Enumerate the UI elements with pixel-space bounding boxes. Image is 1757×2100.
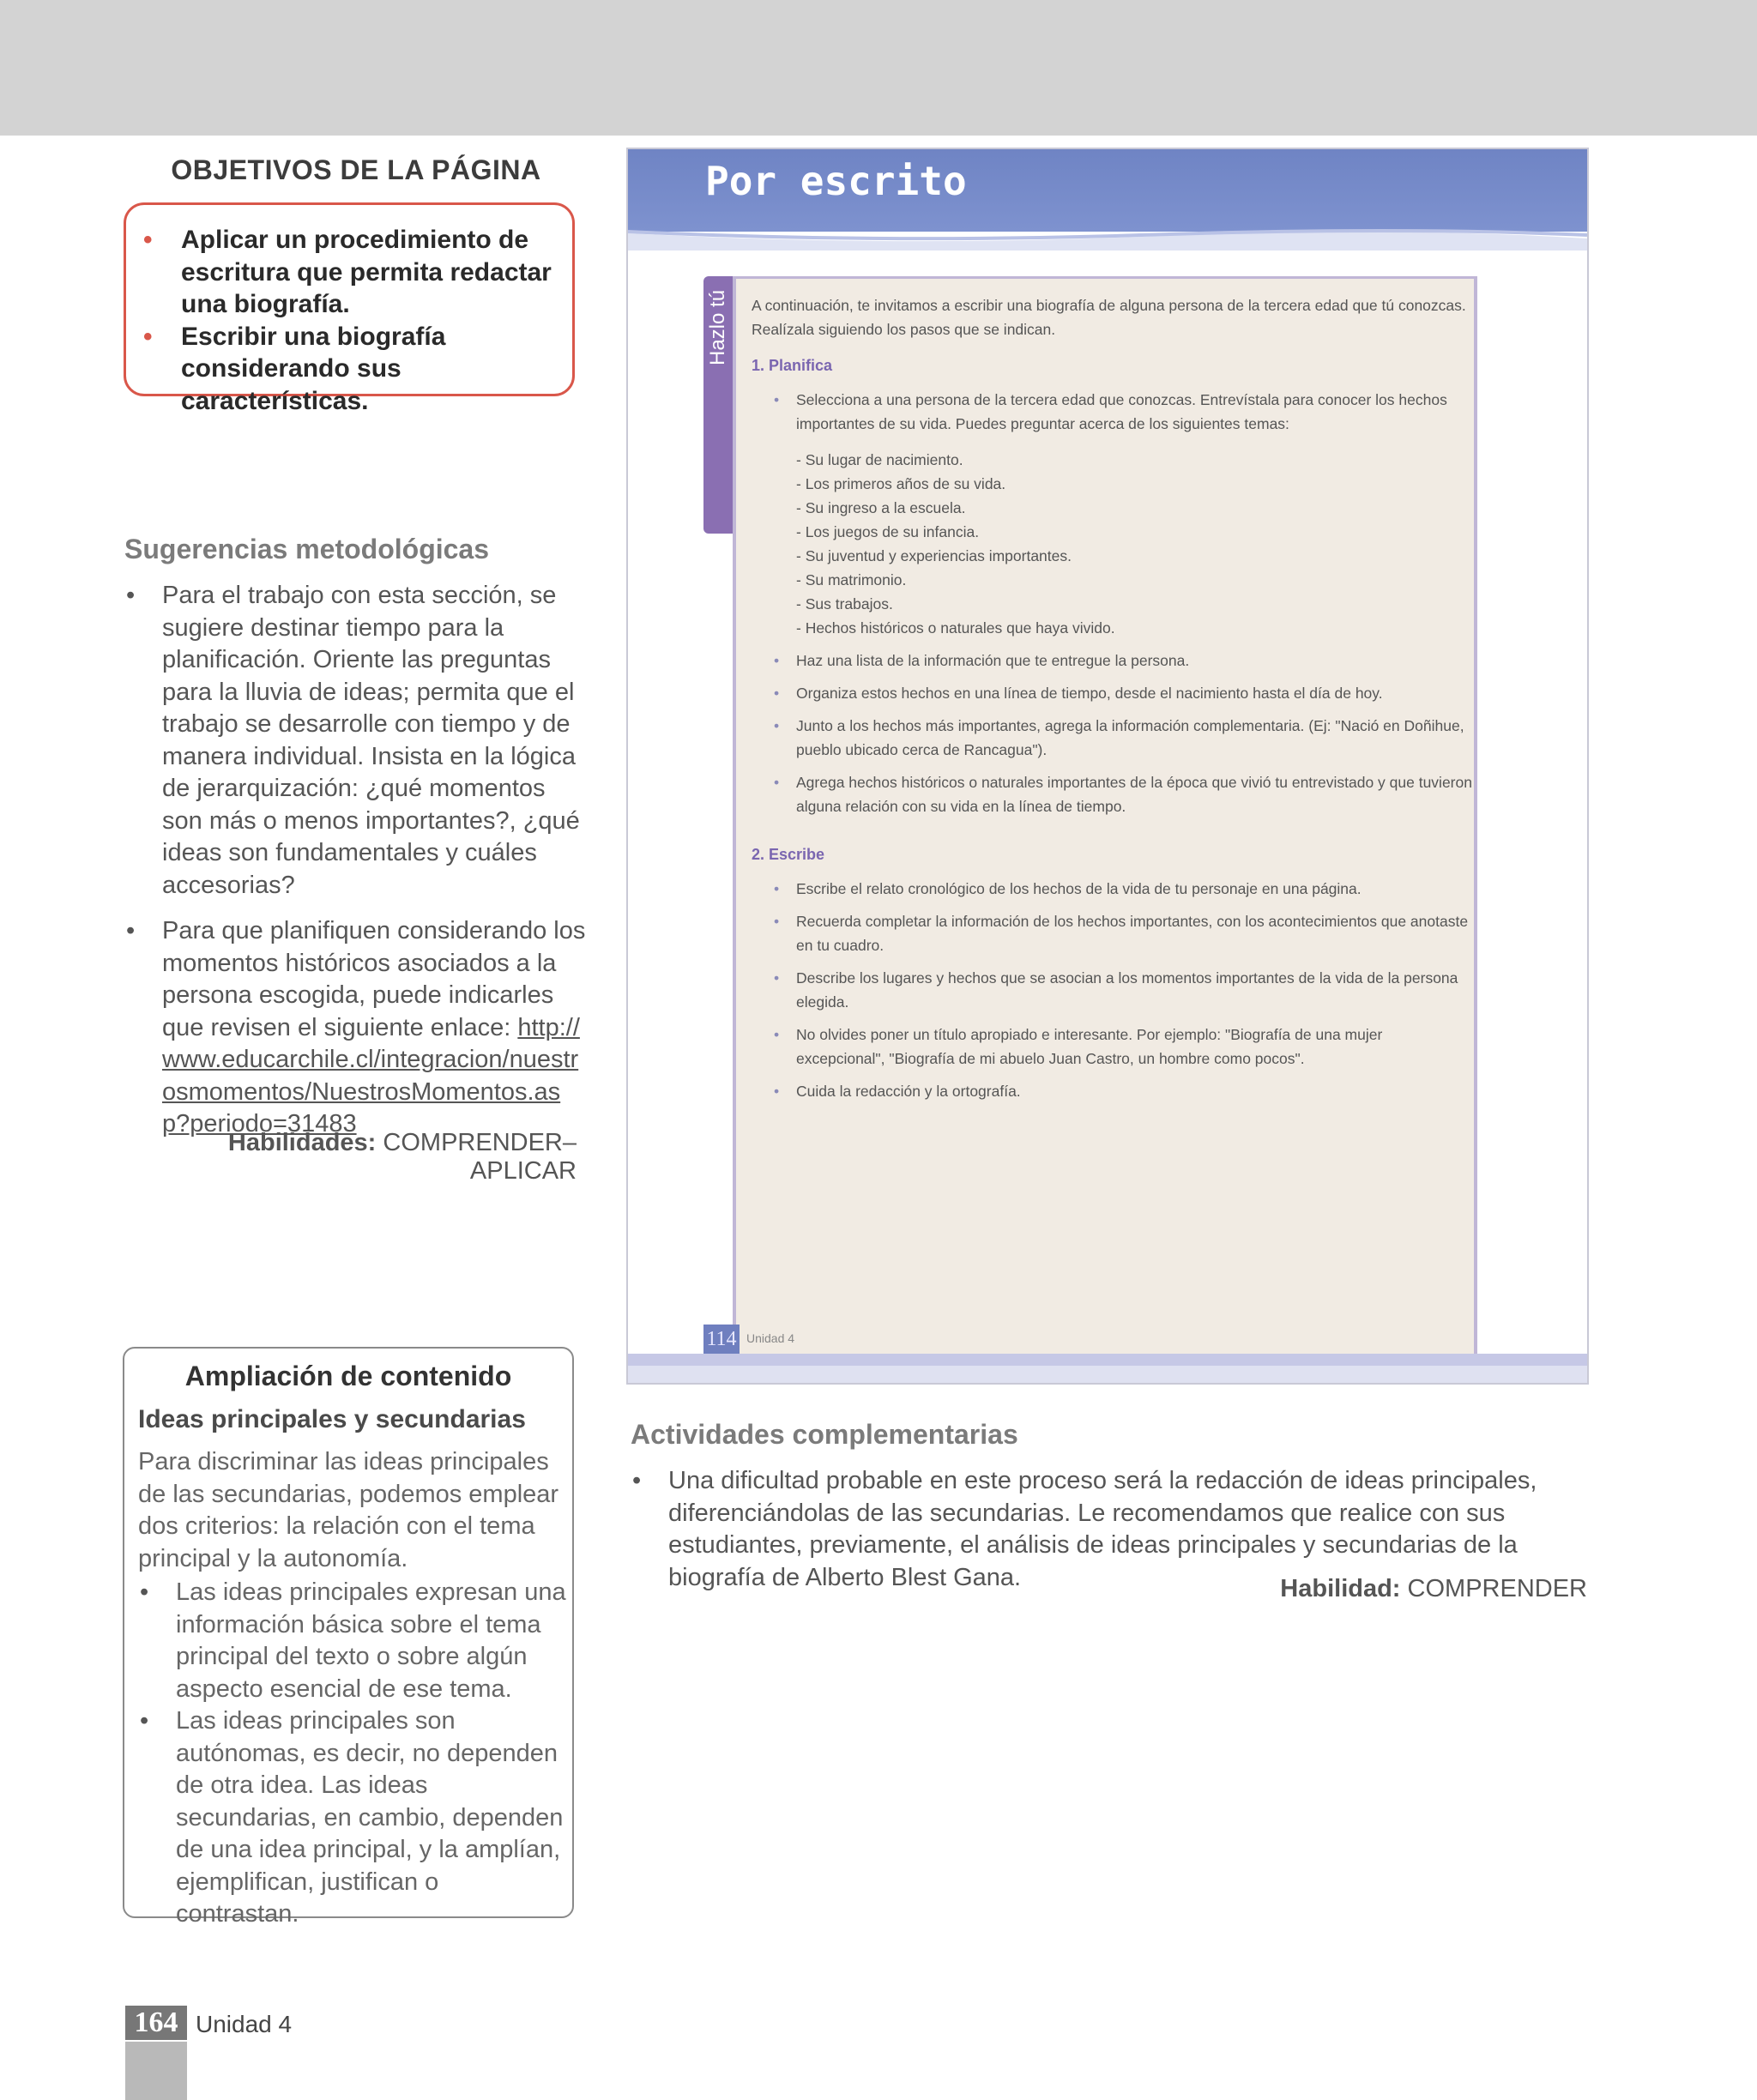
ampliacion-item (138, 1577, 567, 1705)
embedded-intro: A continuación, te invitamos a escribir una biografía de alguna persona de la tercera edad que tú conozcas. Realízala siguiendo los pasos que se indican. (752, 297, 1466, 338)
suggestion-text: Para el trabajo con esta sección, se sugiere destinar tiempo para la planificación. Oriente las preguntas para la lluvia de ideas; permita que el trabajo se desarrolle con tiempo y de manera individual. Insista en la lógica de jerarquización: ¿qué momentos son más o menos importantes?, ¿qué ideas son fundamentales y cuáles accesorias? (162, 582, 580, 899)
suggestions-list (124, 580, 588, 1155)
page-number-strip (125, 2042, 187, 2100)
ampliacion-subtitle: Ideas principales y secundarias (138, 1405, 526, 1433)
ampliacion-item (138, 1705, 567, 1931)
step-2-text: Recuerda completar la información de los hechos importantes, con los acontecimientos que anotaste en tu cuadro. (796, 913, 1469, 954)
header-wave-decoration (628, 228, 1587, 250)
bullet-icon: • (774, 913, 780, 930)
step-2-item (752, 966, 1472, 1014)
topic-item: - Su matrimonio. (796, 571, 907, 588)
bullet-icon: • (774, 685, 780, 702)
embedded-footer-bar (628, 1354, 1587, 1366)
step-2-item (752, 877, 1472, 901)
step-1-item (752, 649, 1472, 673)
topics-list (796, 448, 1472, 640)
embedded-footer-bar-light (628, 1366, 1587, 1383)
bullet-icon: • (774, 880, 780, 897)
skill-value: COMPRENDER (1407, 1575, 1587, 1602)
embedded-page-number: 114 (703, 1325, 740, 1354)
hazlo-tu-label: Hazlo tú (706, 289, 729, 366)
objective-text: Aplicar un procedimiento de escritura que permita redactar una biografía. (181, 226, 552, 318)
topic-item: - Hechos históricos o naturales que haya vivido. (796, 619, 1115, 637)
step-1-item (752, 388, 1472, 640)
ampliacion-text: Las ideas principales son autónomas, es decir, no dependen de otra idea. Las ideas secundarias, en cambio, dependen de una idea principal, y la amplían, ejemplifican, justifican o contrastan. (176, 1707, 564, 1928)
objective-item (143, 321, 555, 418)
topic-item: - Su lugar de nacimiento. (796, 451, 963, 468)
step-1-item (752, 681, 1472, 705)
topic-item: - Sus trabajos. (796, 595, 893, 612)
objectives-title: OBJETIVOS DE LA PÁGINA (171, 154, 541, 185)
ampliacion-text: Las ideas principales expresan una información básica sobre el tema principal del texto o sobre algún aspecto esencial de ese tema. (176, 1578, 566, 1703)
top-margin-bar (0, 0, 1757, 136)
skills-label: Habilidades: (227, 1129, 377, 1156)
ampliacion-title: Ampliación de contenido (184, 1361, 512, 1391)
objectives-box (124, 202, 575, 415)
educarchile-link[interactable]: http://www.educarchile.cl/integracion/nuestrosmomentos/NuestrosMomentos.asp?periodo=31483 (162, 1013, 580, 1138)
bullet-icon: • (774, 969, 780, 987)
topic-item: - Su juventud y experiencias importantes. (796, 547, 1072, 564)
step-1-text: Organiza estos hechos en una línea de tiempo, desde el nacimiento hasta el día de hoy. (796, 685, 1383, 702)
bullet-icon: • (143, 226, 153, 254)
activities-title: Actividades complementarias (631, 1419, 1018, 1450)
bullet-icon: • (126, 917, 136, 944)
skills-value: COMPRENDER–APLICAR (383, 1129, 577, 1185)
ampliacion-intro: Para discriminar las ideas principales de las secundarias, podemos emplear dos criterios: la relación con el tema principal y la autonomía. (138, 1448, 559, 1572)
topic-item: - Los primeros años de su vida. (796, 475, 1006, 492)
step-1-list (752, 388, 1472, 818)
step-2-text: Escribe el relato cronológico de los hechos de la vida de tu personaje en una página. (796, 880, 1362, 897)
step-2-list (752, 877, 1472, 1103)
embedded-content (752, 293, 1472, 1112)
bullet-icon: • (143, 322, 153, 351)
embedded-unit-label: Unidad 4 (746, 1331, 795, 1345)
page-number: 164 (125, 2006, 187, 2040)
bullet-icon: • (140, 1578, 149, 1606)
step-1-item (752, 714, 1472, 762)
suggestion-item (124, 580, 588, 902)
step-2-heading: 2. Escribe (752, 846, 825, 863)
suggestions-title: Sugerencias metodológicas (124, 534, 490, 564)
objective-item (143, 224, 555, 321)
embedded-title: Por escrito (705, 158, 967, 204)
step-1-item (752, 770, 1472, 818)
bullet-icon: • (126, 582, 136, 609)
bullet-icon: • (774, 774, 780, 791)
activity-text: Una dificultad probable en este proceso será la redacción de ideas principales, diferenciándolas de las secundarias. Le recomendamos que realice con sus estudiantes, previamente, el análisis de ideas principales y secundarias de la biografía de Alberto Blest Gana. (668, 1467, 1537, 1591)
ampliacion-box (123, 1347, 574, 1928)
unit-label: Unidad 4 (196, 2011, 293, 2037)
bullet-icon: • (774, 1026, 780, 1043)
topic-item: - Su ingreso a la escuela. (796, 499, 966, 516)
step-1-text: Haz una lista de la información que te entregue la persona. (796, 652, 1190, 669)
step-1-text: Junto a los hechos más importantes, agrega la información complementaria. (Ej: "Nació en Doñihue, pueblo ubicado cerca de Rancagua"). (796, 717, 1464, 758)
step-1-text: Agrega hechos históricos o naturales importantes de la época que vivió tu entrevistado y que tuvieron alguna relación con su vida en la línea de tiempo. (796, 774, 1472, 815)
ampliacion-list (138, 1577, 567, 1931)
bullet-icon: • (774, 652, 780, 669)
step-2-text: Cuida la redacción y la ortografía. (796, 1083, 1021, 1100)
bullet-icon: • (140, 1707, 149, 1735)
suggestion-item (124, 915, 588, 1141)
step-1-heading: 1. Planifica (752, 357, 833, 374)
skill-label: Habilidad: (1280, 1575, 1401, 1602)
step-2-item (752, 909, 1472, 957)
bullet-icon: • (774, 391, 780, 408)
step-1-text: Selecciona a una persona de la tercera edad que conozcas. Entrevístala para conocer los hechos importantes de su vida. Puedes preguntar acerca de los siguientes temas: (796, 391, 1447, 432)
bullet-icon: • (774, 717, 780, 734)
skills-line (124, 1129, 577, 1186)
topic-item: - Los juegos de su infancia. (796, 523, 980, 540)
embedded-page-image (626, 148, 1589, 1385)
step-2-item (752, 1079, 1472, 1103)
bullet-icon: • (632, 1467, 642, 1494)
step-2-text: Describe los lugares y hechos que se asocian a los momentos importantes de la vida de la persona elegida. (796, 969, 1458, 1011)
suggestion-text: Para que planifiquen considerando los momentos históricos asociados a la persona escogida, puede indicarles que revisen el siguiente enlace: (162, 917, 586, 1041)
objective-text: Escribir una biografía considerando sus características. (181, 322, 446, 415)
skill-line (631, 1575, 1587, 1603)
step-2-text: No olvides poner un título apropiado e interesante. Por ejemplo: "Biografía de una mujer excepcional", "Biografía de mi abuelo Juan Castro, un hombre como pocos". (796, 1026, 1383, 1067)
step-2-item (752, 1023, 1472, 1071)
bullet-icon: • (774, 1083, 780, 1100)
